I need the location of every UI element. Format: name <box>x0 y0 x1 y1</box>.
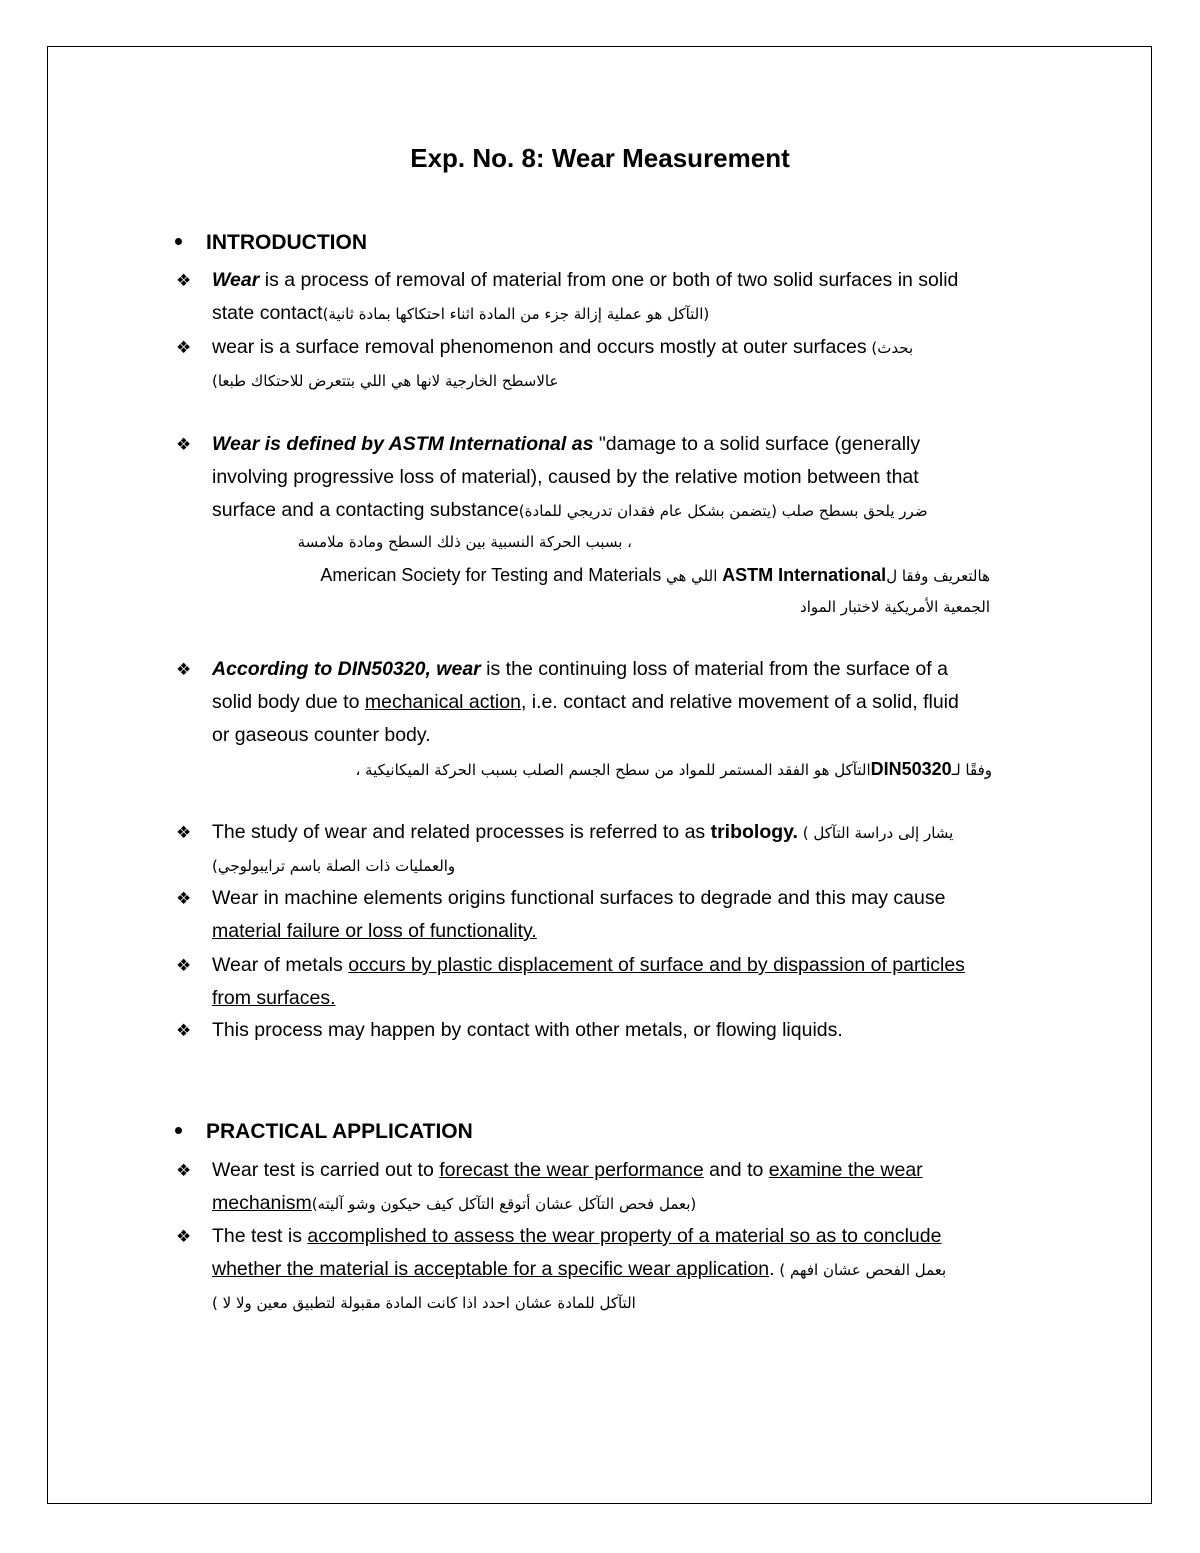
text: Wear of metals <box>212 954 349 976</box>
bullet-dot-icon <box>175 1127 182 1134</box>
text: American Society for Testing and Materials <box>320 565 662 585</box>
arabic-translation: (بعمل فحص التآكل عشان أتوقع التآكل كيف حيكون وشو آليته) <box>311 1195 697 1213</box>
text: solid body due to <box>212 691 365 713</box>
text: surface and a contacting substance <box>212 499 519 521</box>
diamond-bullet-icon: ❖ <box>176 660 192 679</box>
arabic-text: ، التآكل هو الفقد المستمر للمواد من سطح الجسم الصلب بسبب الحركة الميكانيكية <box>355 761 871 779</box>
practical-item-2 <box>176 1220 1062 1320</box>
underlined-text: whether the material is acceptable for a specific wear application <box>212 1258 770 1280</box>
term-tribology: tribology. <box>710 821 798 843</box>
text: Wear in machine elements origins functional surfaces to degrade and this may cause <box>212 887 946 909</box>
text: state contact <box>212 302 323 324</box>
arabic-text: هالتعريف وفقا ل <box>886 567 990 585</box>
text: ASTM International <box>722 565 887 585</box>
intro-item-1 <box>176 264 1062 331</box>
intro-item-4 <box>176 653 1062 752</box>
text: and to <box>703 1159 769 1181</box>
arabic-translation: الجمعية الأمريكية لاختبار المواد <box>800 598 990 616</box>
diamond-bullet-icon: ❖ <box>176 271 192 290</box>
intro-item-2 <box>176 331 1062 398</box>
text: is a process of removal of material from one or both of two solid surfaces in solid <box>259 269 959 291</box>
text: This process may happen by contact with other metals, or flowing liquids. <box>212 1019 843 1041</box>
underlined-text: mechanism <box>212 1192 312 1214</box>
arabic-translation: عالاسطح الخارجية لانها هي اللي بتتعرض للاحتكاك طبعا) <box>212 372 559 390</box>
intro-item-3 <box>176 428 1062 528</box>
term-wear: Wear <box>212 269 260 291</box>
section-heading-introduction <box>175 231 367 255</box>
astm-explanation-line <box>190 560 990 591</box>
underlined-text: from surfaces. <box>212 987 336 1009</box>
arabic-translation: ( يشار إلى دراسة التآكل <box>797 824 954 842</box>
bullet-dot-icon <box>175 238 182 245</box>
diamond-bullet-icon: ❖ <box>176 889 192 908</box>
underlined-text: material failure or loss of functionality. <box>212 920 537 942</box>
underlined-text: accomplished to assess the wear property of a material so as to conclude <box>307 1225 942 1247</box>
text: . <box>769 1258 775 1280</box>
diamond-bullet-icon: ❖ <box>176 338 192 357</box>
introduction-heading: INTRODUCTION <box>206 231 367 254</box>
diamond-bullet-icon: ❖ <box>176 1227 192 1246</box>
text: , i.e. contact and relative movement of a solid, fluid <box>520 691 959 713</box>
underlined-text: mechanical action <box>364 691 521 713</box>
arabic-translation: التآكل للمادة عشان احدد اذا كانت المادة مقبولة لتطبيق معين ولا لا ) <box>212 1294 636 1312</box>
arabic-translation: والعمليات ذات الصلة باسم ترايبولوجي) <box>212 857 456 875</box>
text: The test is <box>212 1225 308 1247</box>
text: involving progressive loss of material), caused by the relative motion between that <box>212 466 919 488</box>
arabic-translation: (التآكل هو عملية إزالة جزء من المادة اثناء احتكاكها بمادة ثانية) <box>322 305 710 323</box>
arabic-translation: ( بعمل الفحص عشان افهم <box>774 1261 947 1279</box>
term-astm-definition: Wear is defined by ASTM International as <box>212 433 594 455</box>
text: or gaseous counter body. <box>212 724 431 746</box>
text: is the continuing loss of material from the surface of a <box>480 658 948 680</box>
diamond-bullet-icon: ❖ <box>176 435 192 454</box>
arabic-translation: ضرر يلحق بسطح صلب (يتضمن بشكل عام فقدان تدريجي للمادة) <box>518 502 933 520</box>
arabic-translation: ، بسبب الحركة النسبية بين ذلك السطح ومادة ملامسة <box>297 533 632 551</box>
section-heading-practical-application <box>175 1120 473 1144</box>
diamond-bullet-icon: ❖ <box>176 823 192 842</box>
practical-item-1 <box>176 1154 1062 1221</box>
intro-item-8 <box>176 1014 1062 1047</box>
intro-item-5 <box>176 816 1062 883</box>
text: Wear test is carried out to <box>212 1159 440 1181</box>
text: The study of wear and related processes is referred to as <box>212 821 711 843</box>
page-title: Exp. No. 8: Wear Measurement <box>410 143 790 173</box>
underlined-text: examine the wear <box>768 1159 923 1181</box>
arabic-translation: (بحدث <box>866 339 914 357</box>
underlined-text: forecast the wear performance <box>439 1159 704 1181</box>
text: "damage to a solid surface (generally <box>593 433 921 455</box>
underlined-text: occurs by plastic displacement of surface and by dispassion of particles <box>348 954 965 976</box>
din-arabic-line <box>232 754 992 785</box>
practical-heading: PRACTICAL APPLICATION <box>206 1120 473 1143</box>
text: wear is a surface removal phenomenon and occurs mostly at outer surfaces <box>212 336 867 358</box>
arabic-text: وفقًا لـ <box>951 761 992 779</box>
diamond-bullet-icon: ❖ <box>176 1161 192 1180</box>
arabic-text: اللي هي <box>661 567 723 585</box>
intro-item-7 <box>176 949 1062 1015</box>
term-din50320: According to DIN50320, wear <box>212 658 481 680</box>
diamond-bullet-icon: ❖ <box>176 956 192 975</box>
text: DIN50320 <box>870 759 952 779</box>
diamond-bullet-icon: ❖ <box>176 1021 192 1040</box>
intro-item-6 <box>176 882 1062 948</box>
